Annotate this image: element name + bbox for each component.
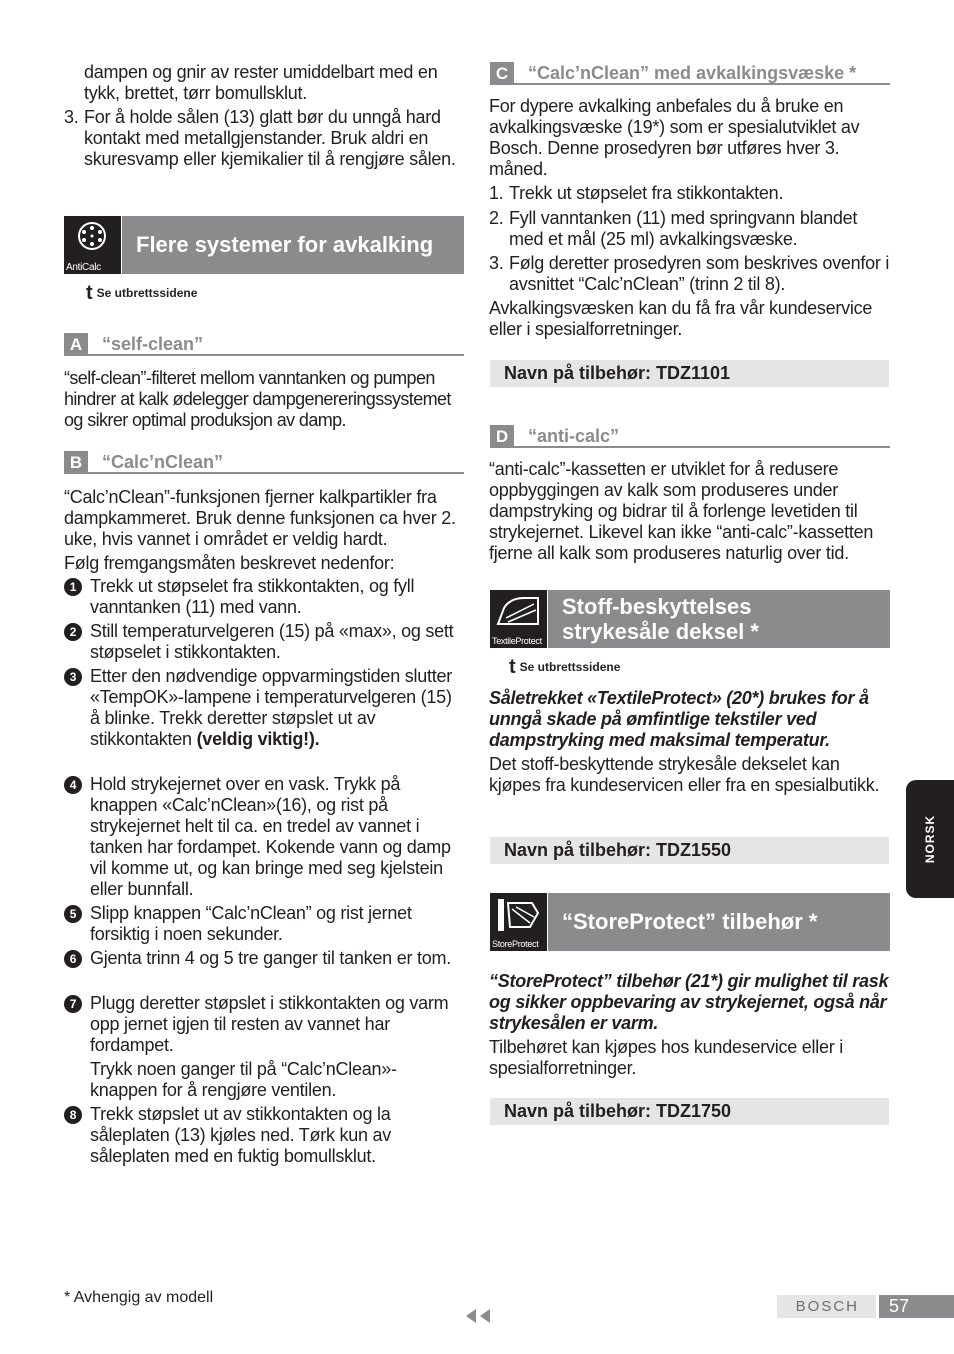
- step-item: 6 Gjenta trinn 4 og 5 tre ganger til tanken er tom.: [64, 948, 464, 969]
- accessory-name: Navn på tilbehør: TDZ1101: [490, 360, 889, 387]
- storeprotect-text: Tilbehøret kan kjøpes hos kundeservice eller i spesialforretninger.: [489, 1037, 843, 1078]
- section-c-text: For dypere avkalking anbefales du å bruke en avkalkingsvæske (19*) som er spesialutviklet av Bosch. Denne prosedyren bør utføres hver 3. måned.: [489, 96, 860, 179]
- list-item: 3. Følg deretter prosedyren som beskrives ovenfor i avsnittet “Calc’nClean” (trinn 2 til 8).: [489, 253, 890, 294]
- step-item: 1 Trekk ut støpselet fra stikkontakten, og fyll vanntanken (11) med vann.: [64, 576, 464, 618]
- step-item: 3 Etter den nødvendige oppvarmingstiden slutter «TempOK»-lampene i temperaturvelgeren (15) å blinke. Trekk deretter støpslet ut av stikkontakten (veldig viktig!).: [64, 666, 464, 750]
- storeprotect-intro: “StoreProtect” tilbehør (21*) gir mulighet til rask og sikker oppbevaring av strykejernet, også når strykesålen er varm.: [489, 971, 889, 1033]
- section-a-text: “self-clean”-filteret mellom vanntanken og pumpen hindrer at kalk ødelegger dampgenereringssystemet og sikrer optimal produksjon av damp.: [64, 368, 451, 430]
- section-b-header: B “Calc’nClean”: [64, 447, 464, 474]
- store-protect-icon: StoreProtect: [490, 893, 547, 951]
- list-item: 1. Trekk ut støpselet fra stikkontakten.: [489, 183, 784, 203]
- step-item: 2 Still temperaturvelgeren (15) på «max», og sett støpselet i stikkontakten.: [64, 621, 464, 663]
- section-c-after: Avkalkingsvæsken kan du få fra vår kundeservice eller i spesialforretninger.: [489, 298, 873, 339]
- brand-label: BOSCH: [777, 1295, 876, 1318]
- section-d-header: D “anti-calc”: [490, 421, 890, 448]
- section-a-header: A “self-clean”: [64, 329, 464, 356]
- step-item: 5 Slipp knappen “Calc’nClean” og rist jernet forsiktig i noen sekunder.: [64, 903, 464, 945]
- footnote: * Avhengig av modell: [64, 1289, 214, 1306]
- textileprotect-intro: Såletrekket «TextileProtect» (20*) brukes for å unngå skade på ømfintlige tekstiler ved dampstryking med maksimal temperatur.: [489, 688, 869, 750]
- textileprotect-text: Det stoff-beskyttende strykesåle dekselet kan kjøpes fra kundeservicen eller fra en spesialbutikk.: [489, 754, 880, 795]
- section-b-follow: Følg fremgangsmåten beskrevet nedenfor:: [64, 553, 395, 573]
- section-d-text: “anti-calc”-kassetten er utviklet for å redusere oppbyggingen av kalk som produseres under dampstryking og bidrar til å forlenge levetiden til strykejernet. Likevel kan ikke “anti-calc”-kassetten fjerne all kalk som produseres naturlig over tid.: [489, 459, 874, 563]
- accessory-name: Navn på tilbehør: TDZ1550: [490, 837, 889, 864]
- step-item: 4 Hold strykejernet over en vask. Trykk på knappen «Calc’nClean»(16), og rist på strykejernet helt til ca. en tredel av vannet i tanken har fordampet. Kokende vann og damp vil komme ut, og kan bringe med seg kjelstein eller bunnfall.: [64, 774, 464, 900]
- step-item: 7 Plugg deretter støpslet i stikkontakten og varm opp jernet igjen til resten av vannet har fordampet.: [64, 993, 464, 1056]
- section-c-header: C “Calc’nClean” med avkalkingsvæske *: [490, 58, 890, 85]
- step-item-continuation: Trykk noen ganger til på “Calc’nClean»-knappen for å rengjøre ventilen.: [90, 1059, 397, 1100]
- section-b-text: “Calc’nClean”-funksjonen fjerner kalkpartikler fra dampkammeret. Bruk denne funksjonen ca hver 2. uke, hvis vannet i området er veldig hardt.: [64, 487, 456, 549]
- list-item: 2. Fyll vanntanken (11) med springvann blandet med et mål (25 ml) avkalkingsvæske.: [489, 208, 858, 249]
- iron-textile-protect-icon: TextileProtect: [490, 590, 547, 648]
- list-item: 3. For å holde sålen (13) glatt bør du unngå hard kontakt med metallgjenstander. Bruk aldri en skuresvamp eller kjemikalier til å rengjøre sålen.: [64, 107, 456, 169]
- page-number: 57: [879, 1295, 954, 1318]
- section-banner: “StoreProtect” tilbehør *: [548, 893, 890, 951]
- section-banner: Stoff-beskyttelses strykesåle deksel *: [548, 590, 890, 648]
- pointer-icon: t: [86, 282, 93, 304]
- language-tab: NORSK: [906, 780, 954, 898]
- intro-continuation: dampen og gnir av rester umiddelbart med en tykk, brettet, tørr bomullsklut.: [84, 62, 438, 103]
- anticalc-icon: AntiCalc: [64, 216, 121, 274]
- pointer-icon: t: [509, 656, 516, 678]
- accessory-name: Navn på tilbehør: TDZ1750: [490, 1098, 889, 1125]
- see-foldout-note: t Se utbrettssidene: [509, 656, 621, 678]
- step-item: 8 Trekk støpslet ut av stikkontakten og la såleplaten (13) kjøles ned. Tørk kun av såleplaten med en fuktig bomullsklut.: [64, 1104, 464, 1167]
- section-banner: Flere systemer for avkalking: [122, 216, 464, 274]
- see-foldout-note: t Se utbrettssidene: [86, 282, 198, 304]
- back-arrows-icon: [464, 1308, 492, 1324]
